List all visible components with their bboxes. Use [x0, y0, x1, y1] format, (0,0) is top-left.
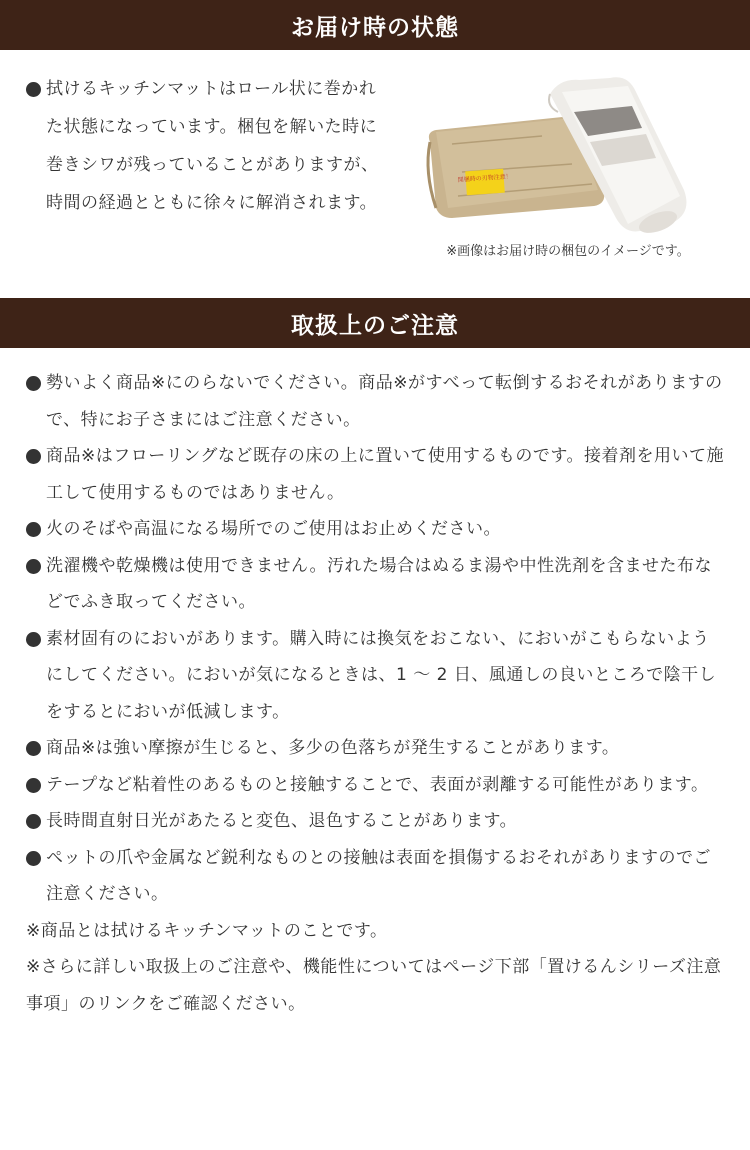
- packaging-photo: [422, 72, 692, 240]
- handling-section-title: 取扱上のご注意: [291, 312, 459, 339]
- bullet-dot-icon: [26, 82, 41, 97]
- note-text: テープなど粘着性のあるものと接触することで、表面が剥離する可能性があります。: [46, 774, 709, 795]
- bullet-dot-icon: [26, 559, 41, 574]
- note-item: [26, 511, 726, 548]
- note-item: [26, 840, 726, 913]
- warning-label: 開梱時の刃物注意！: [457, 173, 512, 184]
- note-item: [26, 365, 726, 438]
- bullet-dot-icon: [26, 449, 41, 464]
- bullet-dot-icon: [26, 376, 41, 391]
- delivery-description: [26, 70, 386, 222]
- bullet-dot-icon: [26, 851, 41, 866]
- delivery-section-title: お届け時の状態: [291, 14, 459, 41]
- delivery-section-header: [0, 0, 750, 50]
- delivery-text: 拭けるキッチンマットはロール状に巻かれた状態になっています。梱包を解いた時に巻きシワが残っていることがありますが、時間の経過とともに徐々に解消されます。: [46, 79, 379, 213]
- note-text: 商品※は強い摩擦が生じると、多少の色落ちが発生することがあります。: [46, 738, 620, 758]
- footnote: ※商品とは拭けるキッチンマットのことです。: [26, 920, 388, 941]
- bullet-dot-icon: [26, 522, 41, 537]
- bullet-dot-icon: [26, 814, 41, 829]
- note-item: [26, 548, 726, 621]
- note-text: 火のそばや高温になる場所でのご使用はお止めください。: [46, 519, 501, 539]
- handling-section-header: [0, 298, 750, 348]
- note-item: [26, 767, 726, 804]
- note-text: 勢いよく商品※にのらないでください。商品※がすべって転倒するおそれがありますので、特にお子さまにはご注意ください。: [46, 373, 723, 430]
- note-text: 洗濯機や乾燥機は使用できません。汚れた場合はぬるま湯や中性洗剤を含ませた布などでふき取ってください。: [46, 555, 713, 612]
- bullet-dot-icon: [26, 741, 41, 756]
- bullet-dot-icon: [26, 632, 41, 647]
- delivery-bullet: [26, 70, 386, 222]
- note-item: [26, 438, 726, 511]
- footnote: ※さらに詳しい取扱上のご注意や、機能性についてはページ下部「置けるんシリーズ注意事項」のリンクをご確認ください。: [26, 957, 722, 1014]
- note-text: 素材固有のにおいがあります。購入時には換気をおこない、においがこもらないようにしてください。においが気になるときは、1 〜 2 日、風通しの良いところで陰干しをするとにおいが低減します。: [46, 628, 717, 722]
- handling-notes: [26, 365, 726, 1022]
- note-text: ペットの爪や金属など鋭利なものとの接触は表面を損傷するおそれがありますのでご注意ください。: [46, 847, 711, 904]
- bullet-dot-icon: [26, 778, 41, 793]
- note-item: [26, 803, 726, 840]
- photo-caption: ※画像はお届け時の梱包のイメージです。: [446, 244, 690, 259]
- note-item: [26, 730, 726, 767]
- note-text: 商品※はフローリングなど既存の床の上に置いて使用するものです。接着剤を用いて施工して使用するものではありません。: [46, 446, 725, 503]
- note-text: 長時間直射日光があたると変色、退色することがあります。: [46, 811, 518, 831]
- note-item: [26, 621, 726, 731]
